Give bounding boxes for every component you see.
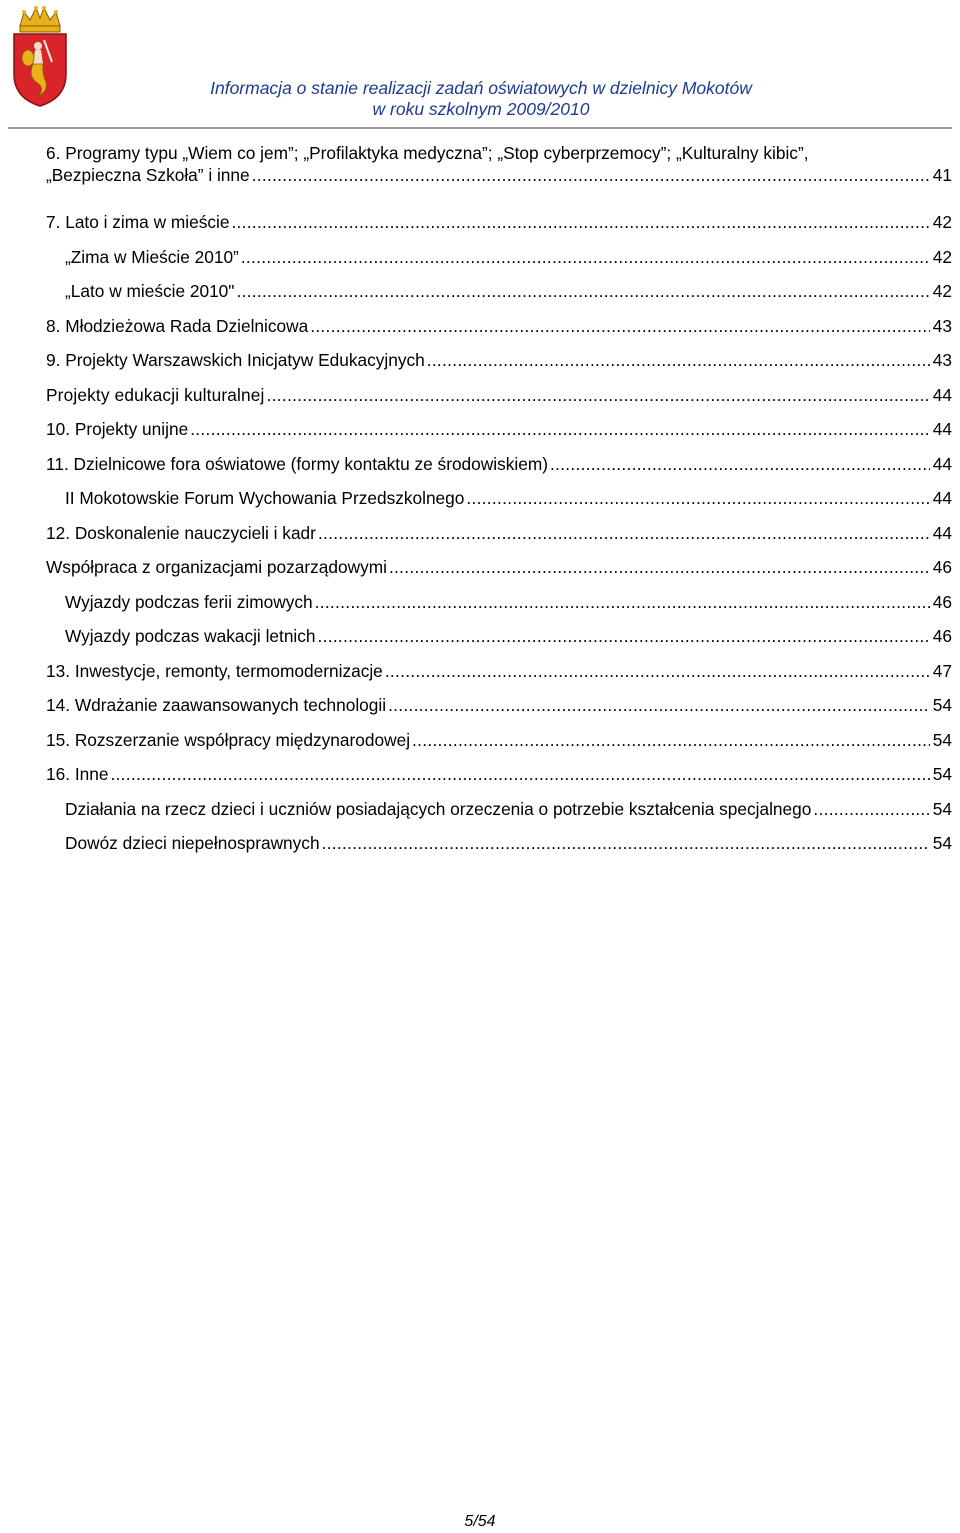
page-header (0, 0, 960, 132)
toc-entry-dowoz[interactable] (46, 832, 952, 867)
toc-entry-dzialania[interactable] (46, 798, 952, 833)
toc-entry-13[interactable] (46, 660, 952, 695)
toc-entry-wspolpraca[interactable] (46, 556, 952, 591)
toc-page-number: 54 (932, 695, 952, 715)
toc-entry-text: 13. Inwestycje, remonty, termomodernizacje (46, 660, 383, 681)
toc-entry-text: Współpraca z organizacjami pozarządowymi (46, 557, 387, 577)
toc-entry-text: Działania na rzecz dzieci i uczniów posiadających orzeczenia o potrzebie kształcenia specjalnego (65, 798, 812, 819)
toc-entry-text: „Bezpieczna Szkoła” i inne (46, 165, 250, 185)
toc-entry-wakacje[interactable] (46, 625, 952, 660)
toc-entry-text: 9. Projekty Warszawskich Inicjatyw Edukacyjnych (46, 350, 425, 370)
toc-entry-text: 11. Dzielnicowe fora oświatowe (formy kontaktu ze środowiskiem) (46, 453, 548, 474)
toc-entry-forum[interactable] (46, 487, 952, 522)
table-of-contents (46, 142, 952, 867)
toc-page-number: 54 (932, 798, 952, 819)
toc-entry-8[interactable] (46, 315, 952, 350)
toc-entry-text: 8. Młodzieżowa Rada Dzielnicowa (46, 315, 309, 336)
toc-entry-text: 16. Inne (46, 764, 109, 784)
toc-page-number: 47 (932, 660, 952, 681)
toc-entry-11[interactable] (46, 453, 952, 488)
toc-leader-dots (427, 349, 930, 371)
toc-entry-text: „Zima w Mieście 2010” (65, 246, 239, 267)
toc-leader-dots (241, 246, 930, 268)
toc-leader-dots (318, 625, 930, 647)
toc-page-number: 42 (932, 246, 952, 267)
toc-entry-text: Wyjazdy podczas ferii zimowych (65, 591, 313, 612)
toc-leader-dots (385, 660, 930, 682)
toc-leader-dots (267, 384, 930, 406)
toc-page-number: 46 (932, 626, 952, 646)
toc-page-number: 41 (932, 165, 952, 185)
toc-page-number: 44 (932, 453, 952, 474)
toc-leader-dots (231, 211, 929, 233)
toc-entry-16[interactable] (46, 763, 952, 798)
toc-leader-dots (236, 280, 929, 302)
toc-leader-dots (110, 763, 929, 785)
toc-entry-text: Projekty edukacji kulturalnej (46, 384, 265, 405)
toc-leader-dots (466, 487, 929, 509)
toc-page-number: 44 (932, 384, 952, 405)
toc-leader-dots (412, 729, 930, 751)
toc-leader-dots (310, 315, 930, 337)
toc-entry-9[interactable] (46, 349, 952, 384)
toc-entry-text: Wyjazdy podczas wakacji letnich (65, 626, 316, 646)
toc-entry-10[interactable] (46, 418, 952, 453)
toc-leader-dots (190, 418, 930, 440)
toc-leader-dots (388, 694, 930, 716)
toc-entry-14[interactable] (46, 694, 952, 729)
document-title (0, 78, 960, 120)
toc-page-number: 43 (932, 350, 952, 370)
toc-page-number: 42 (932, 212, 952, 232)
toc-entry-text: 12. Doskonalenie nauczycieli i kadr (46, 522, 316, 543)
toc-leader-dots (318, 522, 930, 544)
toc-entry-text-continued: 6. Programy typu „Wiem co jem”; „Profilaktyka medyczna”; „Stop cyberprzemocy”; „Kulturalny kibic”, (46, 143, 809, 163)
toc-leader-dots (813, 798, 929, 820)
toc-entry-7[interactable] (46, 211, 952, 246)
toc-entry-text: 15. Rozszerzanie współpracy międzynarodowej (46, 729, 411, 750)
toc-leader-dots (322, 832, 930, 854)
toc-entry-ferie[interactable] (46, 591, 952, 626)
toc-entry-text: 14. Wdrażanie zaawansowanych technologii (46, 695, 387, 715)
toc-entry-zima[interactable] (46, 246, 952, 281)
toc-entry-text: 10. Projekty unijne (46, 419, 189, 439)
document-title-line-2: w roku szkolnym 2009/2010 (372, 99, 590, 119)
toc-entry-text: 7. Lato i zima w mieście (46, 212, 230, 232)
toc-leader-dots (315, 591, 930, 613)
header-divider (8, 127, 952, 129)
toc-leader-dots (252, 164, 930, 186)
toc-page-number: 42 (932, 281, 952, 301)
toc-page-number: 46 (932, 591, 952, 612)
toc-page-number: 46 (932, 557, 952, 577)
toc-entry-15[interactable] (46, 729, 952, 764)
toc-page-number: 44 (932, 419, 952, 439)
toc-entry-12[interactable] (46, 522, 952, 557)
toc-entry-text: II Mokotowskie Forum Wychowania Przedszkolnego (65, 488, 465, 508)
toc-page-number: 43 (932, 315, 952, 336)
toc-page-number: 54 (932, 729, 952, 750)
toc-entry-text: „Lato w mieście 2010" (65, 281, 235, 301)
toc-leader-dots (389, 556, 930, 578)
toc-page-number: 44 (932, 488, 952, 508)
toc-page-number: 54 (932, 764, 952, 784)
toc-entry-projekty-edukacji[interactable] (46, 384, 952, 419)
toc-entry-6[interactable] (46, 142, 952, 211)
toc-entry-text: Dowóz dzieci niepełnosprawnych (65, 833, 320, 853)
page-number: 5/54 (464, 1513, 496, 1530)
toc-page-number: 54 (932, 833, 952, 853)
document-title-line-1: Informacja o stanie realizacji zadań oświatowych w dzielnicy Mokotów (210, 78, 752, 98)
toc-leader-dots (550, 453, 930, 475)
toc-entry-lato[interactable] (46, 280, 952, 315)
toc-page-number: 44 (932, 522, 952, 543)
